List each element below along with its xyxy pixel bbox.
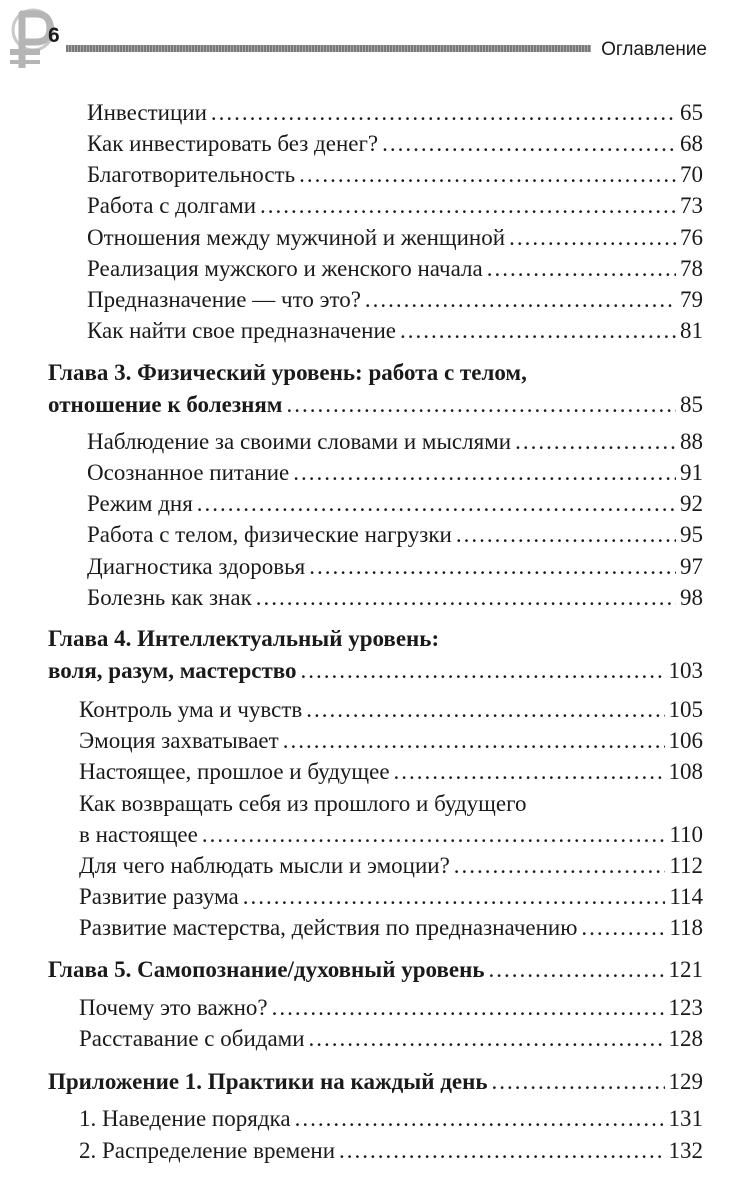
toc-entry-title: Режим дня [87, 491, 193, 516]
toc-dot-leader [295, 1104, 665, 1134]
toc-entry-title: Благотворительность [87, 162, 296, 187]
toc-entry [79, 993, 703, 1023]
toc-dot-leader [491, 1067, 664, 1097]
toc-entry-page: 73 [680, 193, 703, 218]
toc-entry-page: 121 [668, 957, 703, 982]
toc-entry-title: Как инвестировать без денег? [87, 131, 379, 156]
section-title: Оглавление [601, 39, 707, 60]
toc-entry-page: 106 [668, 728, 703, 753]
toc-entry-title: в настоящее [79, 822, 198, 847]
toc-entry-page: 95 [680, 522, 703, 547]
toc-entry [79, 695, 703, 725]
toc-chapter-title: Глава 3. Физический уровень: работа с телом, [48, 360, 527, 385]
toc-chapter-entry [48, 390, 703, 420]
toc-entry [79, 913, 703, 943]
toc-entry-page: 97 [680, 554, 703, 579]
toc-entry [87, 458, 703, 488]
toc-entry [87, 520, 703, 550]
toc-entry [87, 552, 703, 582]
toc-entry-page: 105 [668, 697, 703, 722]
toc-entry-title: Работа с долгами [87, 193, 257, 218]
toc-entry-page: 108 [668, 759, 703, 784]
toc-entry-title: Приложение 1. Практики на каждый день [48, 1069, 488, 1094]
toc-entry-title: Осознанное питание [87, 460, 290, 485]
toc-entry [79, 757, 703, 787]
toc-dot-leader [293, 458, 676, 488]
toc-entry-page: 76 [680, 225, 703, 250]
toc-entry-page: 79 [680, 287, 703, 312]
toc-dot-leader [581, 913, 665, 943]
toc-entry [87, 223, 703, 253]
toc-entry-title: Расставание с обидами [79, 1026, 305, 1051]
toc-entry-title: Настоящее, прошлое и будущее [79, 759, 390, 784]
toc-entry-title: Наблюдение за своими словами и мыслями [87, 429, 512, 454]
toc-entry [79, 1136, 703, 1166]
toc-dot-leader [260, 191, 676, 221]
toc-entry-title: 2. Распределение времени [79, 1138, 336, 1163]
toc-dot-leader [211, 98, 676, 128]
toc-dot-leader [456, 520, 676, 550]
toc-chapter-entry [48, 955, 703, 985]
toc-dot-leader [339, 1136, 664, 1166]
toc-entry-page: 81 [680, 318, 703, 343]
toc-entry-title: 1. Наведение порядка [79, 1106, 291, 1131]
toc-entry-page: 123 [668, 995, 703, 1020]
toc-entry-title: отношение к болезням [48, 392, 283, 417]
toc-entry-page: 70 [680, 162, 703, 187]
toc-dot-leader [272, 993, 665, 1023]
toc-entry-title-line [79, 789, 703, 819]
toc-entry-title: Развитие мастерства, действия по предназначению [79, 915, 578, 940]
toc-entry [87, 98, 703, 128]
toc-entry [79, 820, 703, 850]
toc-entry-page: 85 [680, 392, 703, 417]
toc-entry-page: 98 [680, 585, 703, 610]
toc-dot-leader [382, 129, 676, 159]
toc-entry [79, 726, 703, 756]
toc-entry-title: Для чего наблюдать мысли и эмоции? [79, 853, 450, 878]
toc-entry [79, 1104, 703, 1134]
toc-entry [87, 427, 703, 457]
toc-chapter-entry [48, 656, 703, 686]
page-header [0, 0, 731, 80]
toc-dot-leader [489, 955, 665, 985]
toc-entry [87, 489, 703, 519]
toc-entry-page: 92 [680, 491, 703, 516]
toc-dot-leader [283, 726, 665, 756]
toc-entry [79, 1024, 703, 1054]
toc-entry-title: Предназначение — что это? [87, 287, 361, 312]
toc-entry-title: воля, разум, мастерство [48, 658, 297, 683]
toc-dot-leader [394, 757, 665, 787]
toc-entry-title: Контроль ума и чувств [79, 697, 303, 722]
toc-entry-title: Отношения между мужчиной и женщиной [87, 225, 506, 250]
toc-dot-leader [301, 656, 665, 686]
toc-dot-leader [306, 695, 664, 725]
toc-entry [87, 254, 703, 284]
toc-entry-title: Как возвращать себя из прошлого и будущего [79, 791, 527, 816]
toc-chapter-title-line [48, 358, 703, 388]
toc-chapter-title: Глава 4. Интеллектуальный уровень: [48, 626, 440, 651]
toc-entry-title: Реализация мужского и женского начала [87, 256, 483, 281]
toc-dot-leader [286, 390, 676, 420]
toc-entry-title: Эмоция захватывает [79, 728, 279, 753]
toc-entry-page: 112 [669, 853, 703, 878]
toc-entry [87, 191, 703, 221]
toc-entry-page: 128 [668, 1026, 703, 1051]
toc-entry-page: 132 [668, 1138, 703, 1163]
toc-entry-page: 131 [668, 1106, 703, 1131]
toc-entry-title: Как найти свое предназначение [87, 318, 396, 343]
toc-dot-leader [309, 552, 676, 582]
toc-dot-leader [309, 1024, 665, 1054]
toc-entry-title: Почему это важно? [79, 995, 268, 1020]
toc-dot-leader [487, 254, 676, 284]
toc-dot-leader [509, 223, 676, 253]
toc-dot-leader [365, 285, 676, 315]
toc-entry-page: 114 [669, 884, 703, 909]
toc-entry-page: 68 [680, 131, 703, 156]
toc-entry-page: 110 [669, 822, 703, 847]
toc-entry [87, 285, 703, 315]
toc-entry [87, 316, 703, 346]
toc-entry-page: 91 [680, 460, 703, 485]
toc-entry-page: 65 [680, 100, 703, 125]
toc-entry [87, 160, 703, 190]
toc-entry-title: Инвестиции [87, 100, 207, 125]
toc-dot-leader [197, 489, 676, 519]
toc-entry-page: 118 [669, 915, 703, 940]
page-number: 6 [48, 24, 60, 47]
toc-dot-leader [400, 316, 676, 346]
toc-dot-leader [299, 160, 676, 190]
toc-entry-title: Работа с телом, физические нагрузки [87, 522, 452, 547]
toc-entry-title: Диагностика здоровья [87, 554, 306, 579]
toc-dot-leader [202, 820, 665, 850]
toc-entry [87, 129, 703, 159]
toc-dot-leader [256, 583, 676, 613]
toc-entry-page: 78 [680, 256, 703, 281]
toc-entry-title: Глава 5. Самопознание/духовный уровень [48, 957, 485, 982]
toc-entry-page: 129 [668, 1069, 703, 1094]
toc-entry-title: Развитие разума [79, 884, 239, 909]
toc-dot-leader [454, 851, 666, 881]
toc-entry [79, 851, 703, 881]
toc-dot-leader [243, 882, 666, 912]
toc-chapter-title-line [48, 624, 703, 654]
toc-entry-page: 88 [680, 429, 703, 454]
header-rule [66, 45, 591, 52]
toc-appendix-entry [48, 1067, 703, 1097]
toc-entry [87, 583, 703, 613]
toc-entry-page: 103 [668, 658, 703, 683]
toc-entry-title: Болезнь как знак [87, 585, 252, 610]
toc-dot-leader [515, 427, 676, 457]
toc-entry [79, 882, 703, 912]
